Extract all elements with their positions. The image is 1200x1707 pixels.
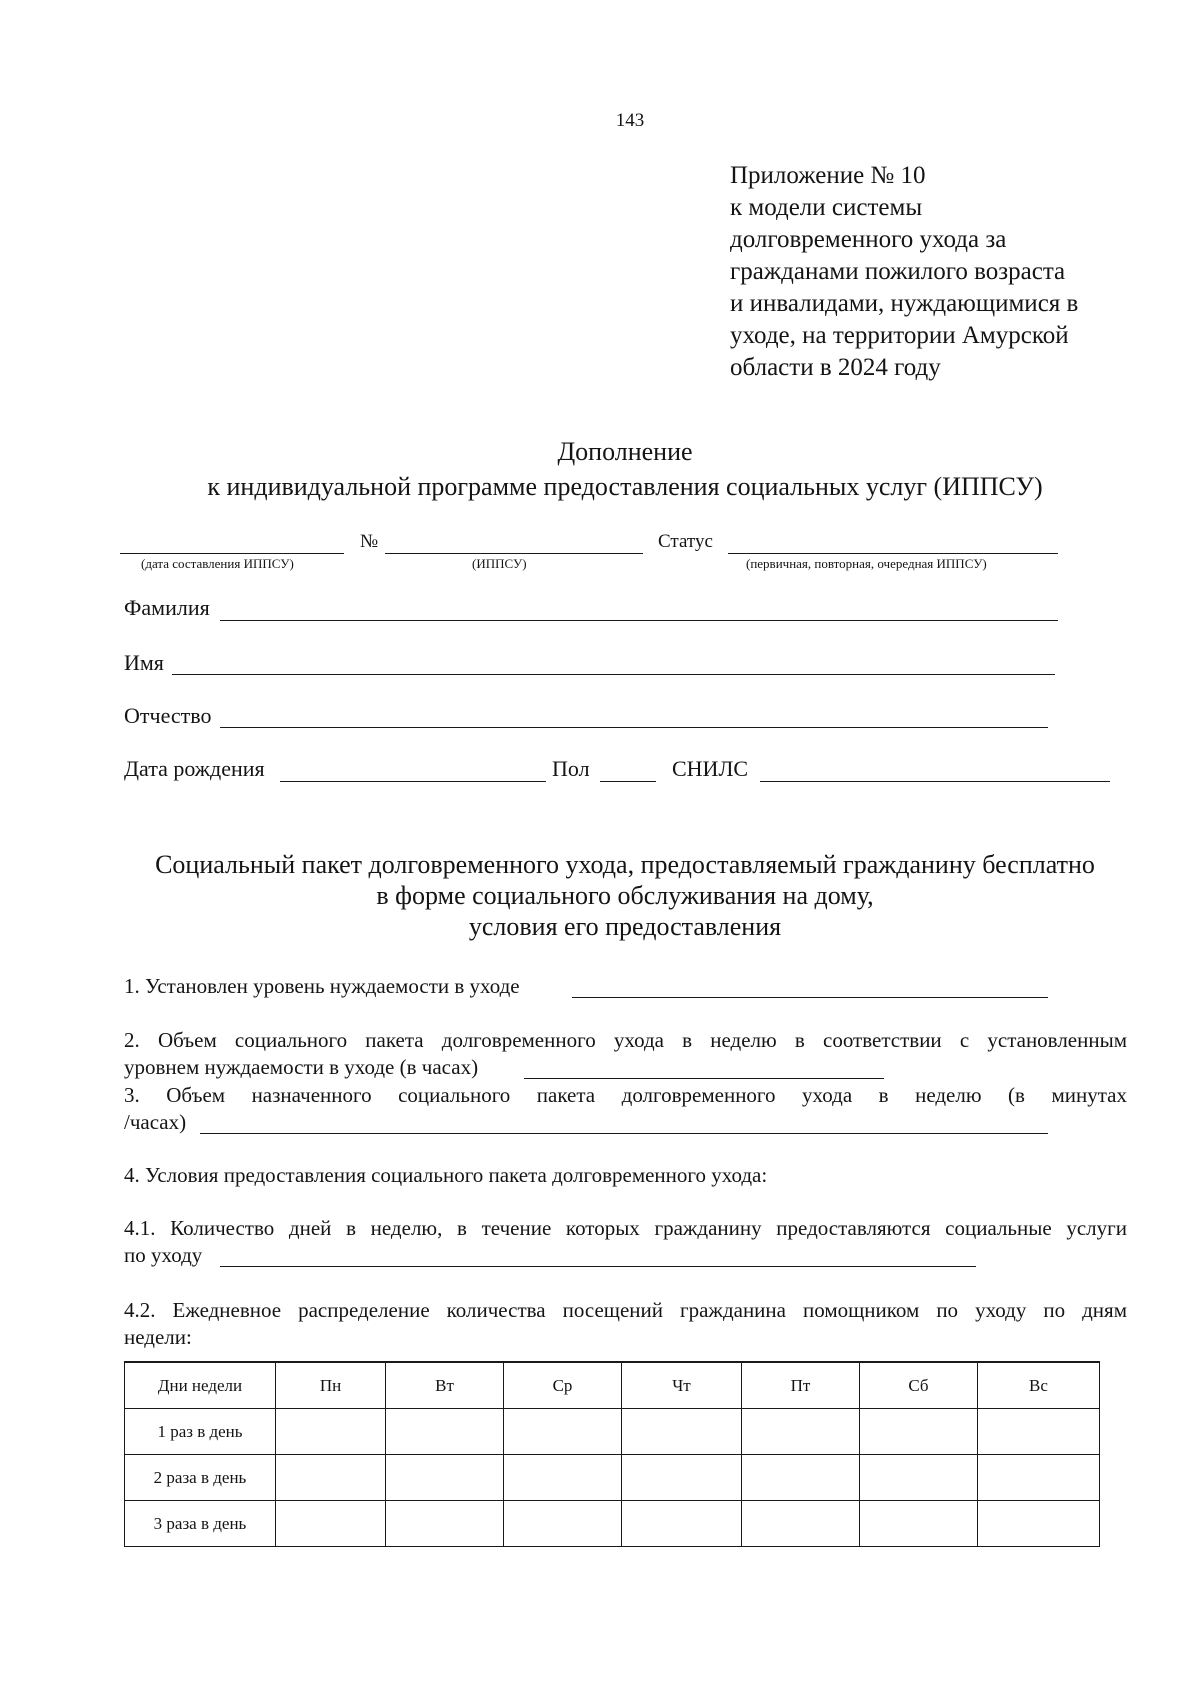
table-row xyxy=(125,1501,1100,1547)
assigned-package-field[interactable] xyxy=(200,1133,1048,1134)
table-cell[interactable] xyxy=(504,1409,622,1455)
table-cell[interactable] xyxy=(860,1455,978,1501)
appendix-line: долговременного ухода за xyxy=(730,226,1007,253)
table-cell[interactable] xyxy=(622,1455,742,1501)
date-field[interactable] xyxy=(120,553,344,554)
table-header-row xyxy=(125,1362,1100,1409)
item-4-text: 4. Условия предоставления социального пакета долговременного ухода: xyxy=(124,1163,768,1187)
status-caption: (первичная, повторная, очередная ИППСУ) xyxy=(746,556,987,571)
table-cell[interactable] xyxy=(386,1455,504,1501)
number-label: № xyxy=(360,531,379,552)
name-label: Имя xyxy=(124,650,164,675)
surname-label: Фамилия xyxy=(124,595,210,620)
section-title-line3: условия его предоставления xyxy=(468,912,782,941)
item-3-line1: 3. Объем назначенного социального пакета долговременного ухода в неделю (в минутах xyxy=(124,1083,1127,1107)
table-cell[interactable] xyxy=(978,1501,1100,1547)
header-cell: Вт xyxy=(386,1362,504,1409)
page-number: 143 xyxy=(615,110,645,131)
snils-field[interactable] xyxy=(760,781,1110,782)
appendix-line: уходе, на территории Амурской xyxy=(730,322,1069,349)
patronymic-label: Отчество xyxy=(124,703,212,728)
header-cell: Ср xyxy=(504,1362,622,1409)
item-4-2-line2: недели: xyxy=(124,1325,192,1349)
appendix-line: области в 2024 году xyxy=(730,354,941,381)
table-cell[interactable] xyxy=(622,1501,742,1547)
document-title: Дополнение xyxy=(557,437,693,466)
appendix-block xyxy=(730,160,1078,384)
care-level-field[interactable] xyxy=(572,997,1048,998)
table-row xyxy=(125,1409,1100,1455)
item-1-text: 1. Установлен уровень нуждаемости в уходе xyxy=(124,974,520,998)
patronymic-field[interactable] xyxy=(220,727,1048,728)
header-cell: Чт xyxy=(622,1362,742,1409)
table-row xyxy=(125,1455,1100,1501)
table-cell[interactable] xyxy=(978,1409,1100,1455)
birth-date-label: Дата рождения xyxy=(124,756,265,781)
appendix-line: к модели системы xyxy=(730,194,923,221)
header-cell: Пт xyxy=(742,1362,860,1409)
item-4-1-line1: 4.1. Количество дней в неделю, в течение которых гражданину предоставляются социальные услуги xyxy=(124,1216,1127,1240)
row-label: 2 раза в день xyxy=(125,1455,276,1501)
table-cell[interactable] xyxy=(504,1455,622,1501)
item-2-line2: уровнем нуждаемости в уходе (в часах) xyxy=(124,1055,479,1079)
package-hours-field[interactable] xyxy=(524,1078,884,1079)
table-cell[interactable] xyxy=(276,1409,386,1455)
ippsu-caption: (ИППСУ) xyxy=(472,556,527,571)
ippsu-number-field[interactable] xyxy=(385,553,643,554)
appendix-line: и инвалидами, нуждающимися в xyxy=(730,290,1079,317)
table-cell[interactable] xyxy=(860,1409,978,1455)
item-4-1-line2: по уходу xyxy=(124,1243,203,1267)
table-cell[interactable] xyxy=(742,1409,860,1455)
status-label: Статус xyxy=(658,531,713,552)
header-cell: Вс xyxy=(978,1362,1100,1409)
appendix-line: гражданами пожилого возраста xyxy=(730,258,1066,285)
days-per-week-field[interactable] xyxy=(220,1266,976,1267)
status-field[interactable] xyxy=(728,553,1058,554)
header-cell: Пн xyxy=(276,1362,386,1409)
appendix-line: Приложение № 10 xyxy=(730,162,926,189)
surname-field[interactable] xyxy=(220,620,1058,621)
table-cell[interactable] xyxy=(386,1501,504,1547)
item-4-2-line1: 4.2. Ежедневное распределение количества посещений гражданина помощником по уходу по дням xyxy=(124,1298,1127,1322)
table-cell[interactable] xyxy=(622,1409,742,1455)
table-cell[interactable] xyxy=(742,1501,860,1547)
table-cell[interactable] xyxy=(978,1455,1100,1501)
table-cell[interactable] xyxy=(276,1455,386,1501)
snils-label: СНИЛС xyxy=(672,756,749,781)
table-cell[interactable] xyxy=(742,1455,860,1501)
date-caption: (дата составления ИППСУ) xyxy=(141,556,294,571)
birth-date-field[interactable] xyxy=(280,781,546,782)
table-cell[interactable] xyxy=(386,1409,504,1455)
section-title-line1: Социальный пакет долговременного ухода, предоставляемый гражданину бесплатно xyxy=(155,850,1095,879)
table-cell[interactable] xyxy=(860,1501,978,1547)
sex-field[interactable] xyxy=(600,781,656,782)
header-cell: Сб xyxy=(860,1362,978,1409)
row-label: 3 раза в день xyxy=(125,1501,276,1547)
document-subtitle: к индивидуальной программе предоставления социальных услуг (ИППСУ) xyxy=(207,472,1043,501)
sex-label: Пол xyxy=(552,756,590,781)
visits-table xyxy=(124,1361,1100,1547)
name-field[interactable] xyxy=(172,674,1055,675)
header-cell: Дни недели xyxy=(125,1362,276,1409)
section-title-line2: в форме социального обслуживания на дому, xyxy=(376,881,874,910)
item-3-line2: /часах) xyxy=(124,1110,187,1134)
item-2-line1: 2. Объем социального пакета долговременного ухода в неделю в соответствии с установленным xyxy=(124,1028,1127,1052)
row-label: 1 раз в день xyxy=(125,1409,276,1455)
table-cell[interactable] xyxy=(504,1501,622,1547)
table-cell[interactable] xyxy=(276,1501,386,1547)
